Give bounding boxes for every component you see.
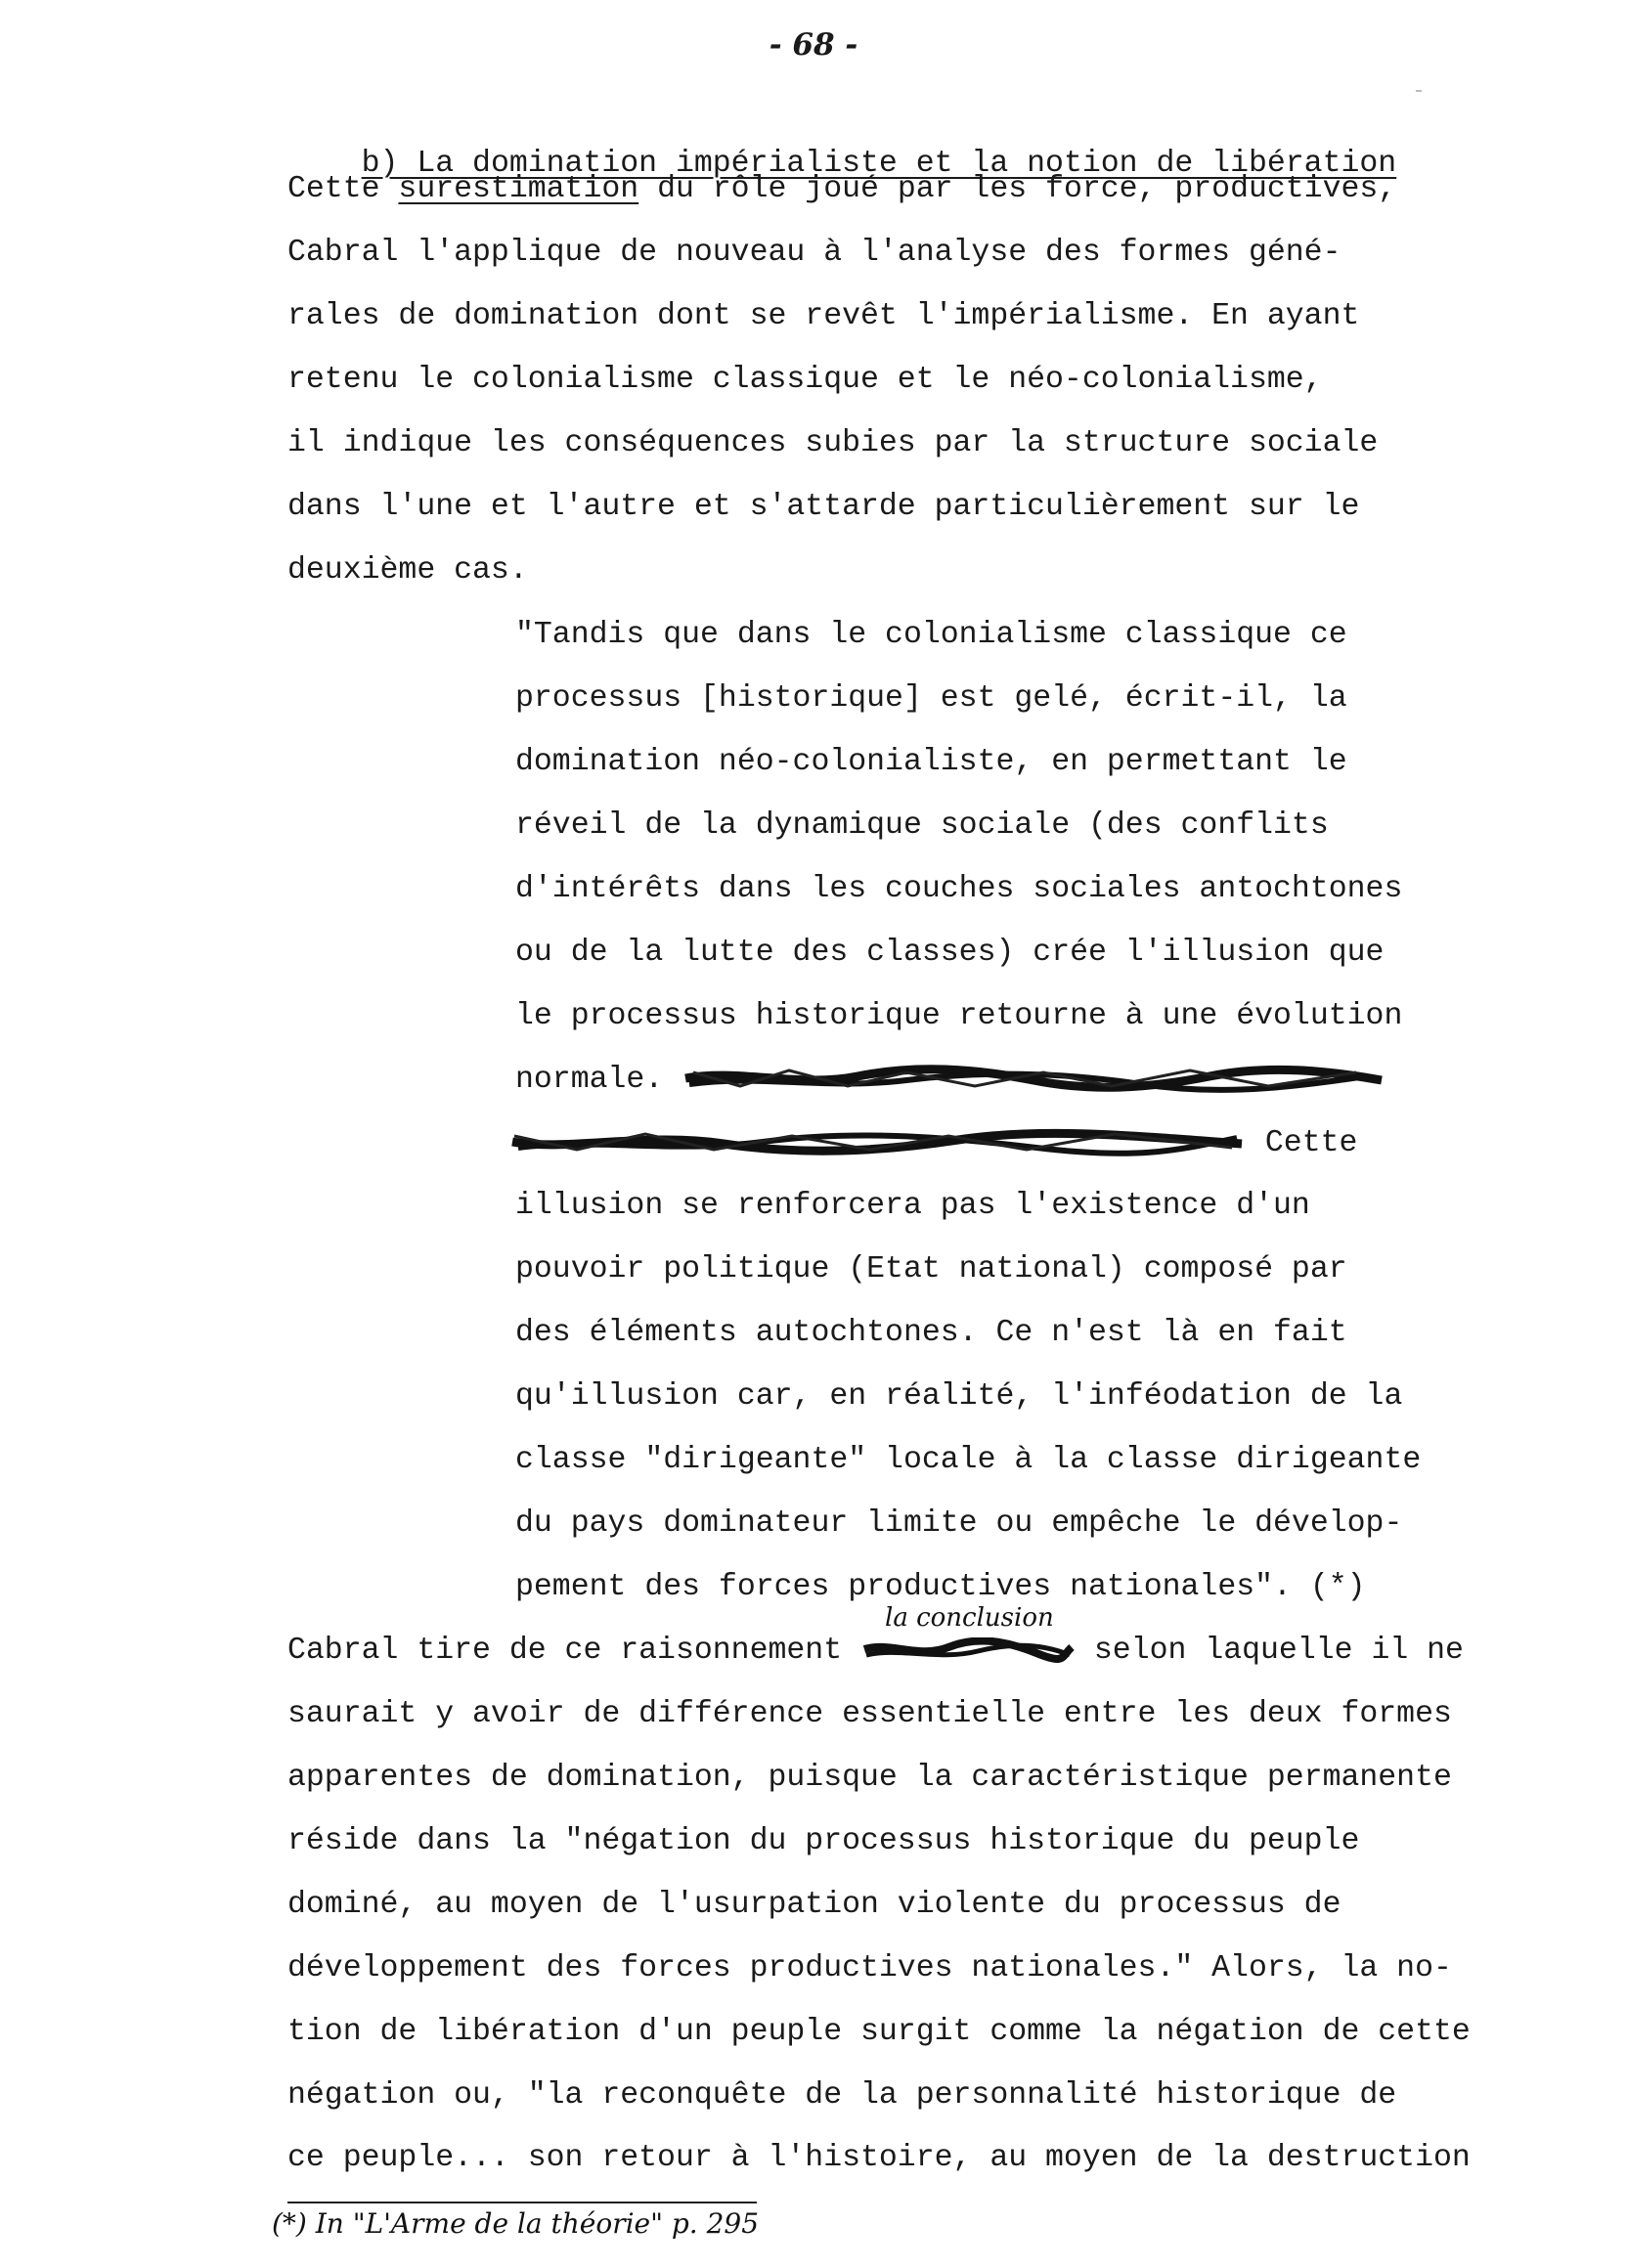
paragraph-1-line-4: retenu le colonialisme classique et le néo-colonialisme,	[287, 363, 1323, 397]
underlined-word: surestimation	[398, 172, 639, 206]
paragraph-1-line-2: Cabral l'applique de nouveau à l'analyse des formes géné-	[287, 236, 1341, 270]
paragraph-2-line-3: apparentes de domination, puisque la caractéristique permanente	[287, 1761, 1452, 1795]
quote-line-14: classe "dirigeante" locale à la classe dirigeante	[515, 1443, 1422, 1477]
paragraph-1-line-3: rales de domination dont se revêt l'impérialisme. En ayant	[287, 299, 1360, 333]
crossed-out-text-2	[508, 1128, 1247, 1157]
paragraph-2-line-1: Cabral tire de ce raisonnement selon laquelle il ne	[287, 1634, 1464, 1668]
margin-mark	[1416, 90, 1422, 92]
paragraph-2-line-6: développement des forces productives nationales." Alors, la no-	[287, 1951, 1452, 1985]
quote-line-15: du pays dominateur limite ou empêche le dévelop-	[515, 1506, 1403, 1541]
paragraph-2-line-2: saurait y avoir de différence essentielle entre les deux formes	[287, 1697, 1452, 1731]
paragraph-1-line-5: il indique les conséquences subies par la structure sociale	[287, 426, 1379, 460]
crossed-out-word	[860, 1637, 1076, 1663]
paragraph-2-line-4: réside dans la "négation du processus historique du peuple	[287, 1824, 1360, 1858]
crossed-out-text	[682, 1065, 1385, 1094]
paragraph-2-line-5: dominé, au moyen de l'usurpation violente du processus de	[287, 1888, 1341, 1922]
paragraph-1-line-1: Cette surestimation du rôle joué par les force, productives,	[287, 172, 1397, 206]
quote-line-7: le processus historique retourne à une évolution	[515, 999, 1403, 1033]
quote-line-3: domination néo-colonialiste, en permettant le	[515, 745, 1347, 779]
page-number-text: - 68 -	[769, 27, 858, 63]
page-number	[0, 27, 1627, 65]
quote-line-6: ou de la lutte des classes) crée l'illusion que	[515, 936, 1385, 970]
quote-line-10: illusion se renforcera pas l'existence d'un	[515, 1189, 1310, 1223]
handwritten-insertion: la conclusion	[885, 1603, 1054, 1633]
quote-line-13: qu'illusion car, en réalité, l'inféodation de la	[515, 1379, 1403, 1414]
quote-line-11: pouvoir politique (Etat national) composé par	[515, 1252, 1347, 1287]
quote-line-1: "Tandis que dans le colonialisme classique ce	[515, 618, 1347, 652]
paragraph-2-line-8: négation ou, "la reconquête de la personnalité historique de	[287, 2078, 1397, 2113]
quote-line-8: normale.	[515, 1061, 1385, 1100]
quote-line-9: Cette	[508, 1124, 1357, 1163]
footnote: (*) In "L'Arme de la théorie" p. 295	[272, 2207, 760, 2240]
quote-line-16: pement des forces productives nationales". (*)	[515, 1570, 1366, 1604]
footnote-rule	[287, 2202, 757, 2203]
quote-line-4: réveil de la dynamique sociale (des conflits	[515, 808, 1329, 843]
quote-line-5: d'intérêts dans les couches sociales antochtones	[515, 872, 1403, 906]
quote-line-12: des éléments autochtones. Ce n'est là en fait	[515, 1316, 1347, 1350]
section-heading-text: b) La domination impérialiste et la notion de libération	[361, 147, 1397, 181]
paragraph-1-line-7: deuxième cas.	[287, 553, 528, 588]
paragraph-1-line-6: dans l'une et l'autre et s'attarde particulièrement sur le	[287, 490, 1360, 524]
quote-line-2: processus [historique] est gelé, écrit-il, la	[515, 681, 1347, 716]
paragraph-2-line-9: ce peuple... son retour à l'histoire, au moyen de la destruction	[287, 2141, 1471, 2175]
paragraph-2-line-7: tion de libération d'un peuple surgit comme la négation de cette	[287, 2015, 1471, 2049]
